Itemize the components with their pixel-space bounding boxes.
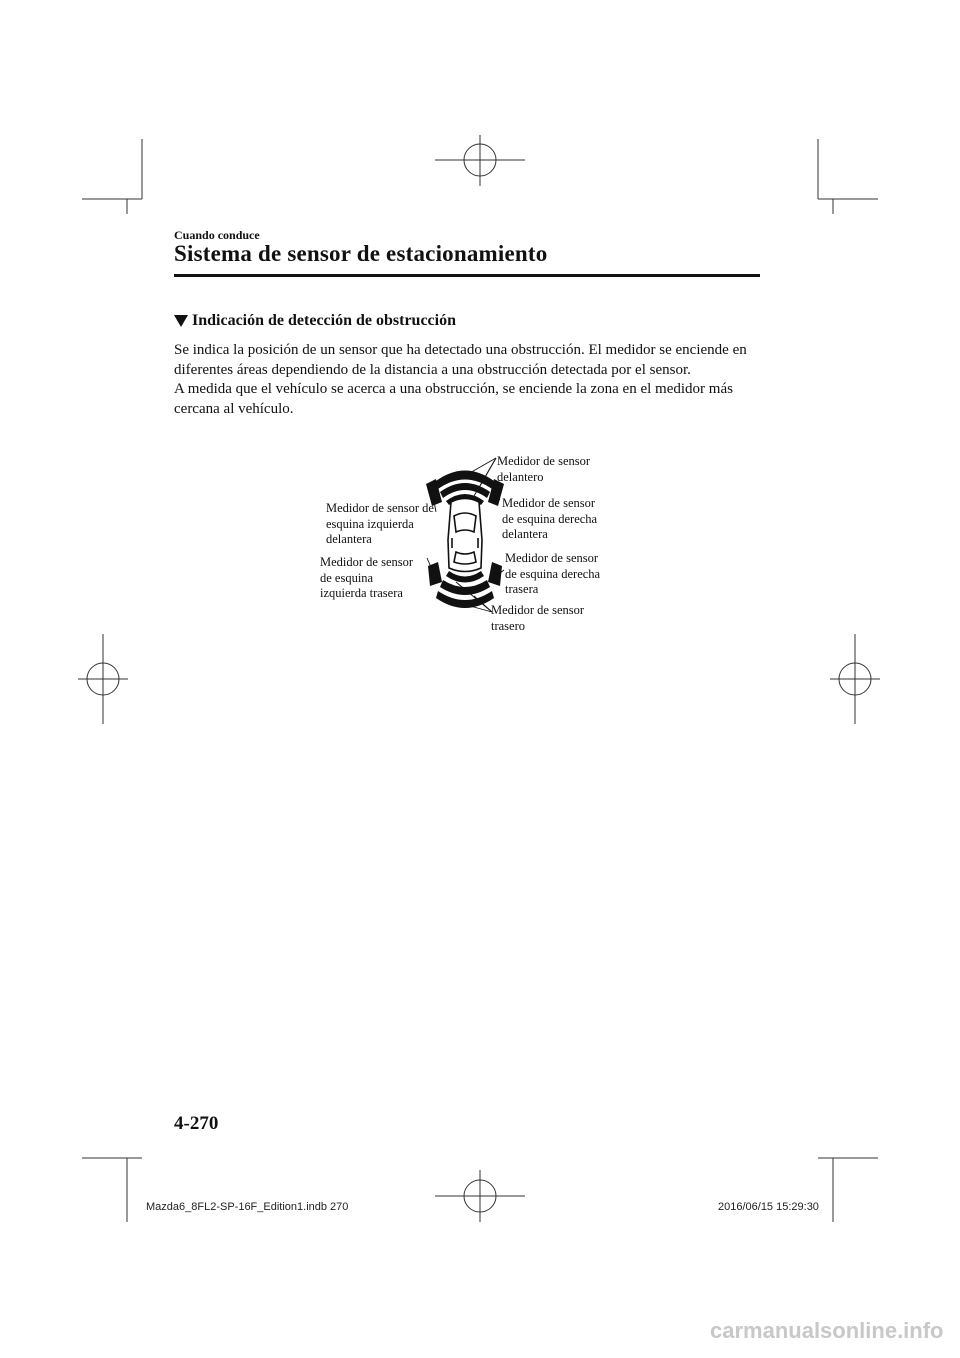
label-rear-left-sensor: Medidor de sensor de esquina izquierda trasera — [320, 555, 414, 600]
section-label: Cuando conduce — [174, 228, 260, 242]
label-front-left-sensor: Medidor de sensor de esquina izquierda delantera — [326, 501, 434, 546]
footer-filename: Mazda6_8FL2-SP-16F_Edition1.indb 270 — [146, 1201, 349, 1213]
paragraph: Se indica la posición de un sensor que ha detectado una obstrucción. El medidor se enciende en diferentes áreas dependiendo de la distancia a una obstrucción detectada por el sensor. — [174, 342, 747, 378]
paragraph: A medida que el vehículo se acerca a una obstrucción, se enciende la zona en el medidor más cercana al vehículo. — [174, 381, 733, 417]
rear-right-corner-meter — [488, 562, 502, 586]
subsection-heading — [174, 312, 456, 330]
footer-timestamp: 2016/06/15 15:29:30 — [718, 1201, 819, 1213]
label-rear-sensor: Medidor de sensor trasero — [491, 603, 585, 633]
car-icon — [448, 499, 482, 572]
body-text — [174, 341, 764, 419]
subsection-heading-text: Indicación de detección de obstrucción — [192, 312, 456, 329]
page-number: 4-270 — [174, 1113, 219, 1134]
title-rule — [174, 274, 760, 277]
label-front-sensor: Medidor de sensor delantero — [497, 454, 591, 484]
label-front-right-sensor: Medidor de sensor de esquina derecha delantera — [502, 496, 598, 541]
page-title: Sistema de sensor de estacionamiento — [174, 241, 548, 266]
watermark-text: carmanualsonline.info — [710, 1318, 944, 1343]
label-rear-right-sensor: Medidor de sensor de esquina derecha trasera — [505, 551, 601, 596]
triangle-down-icon — [174, 315, 188, 327]
